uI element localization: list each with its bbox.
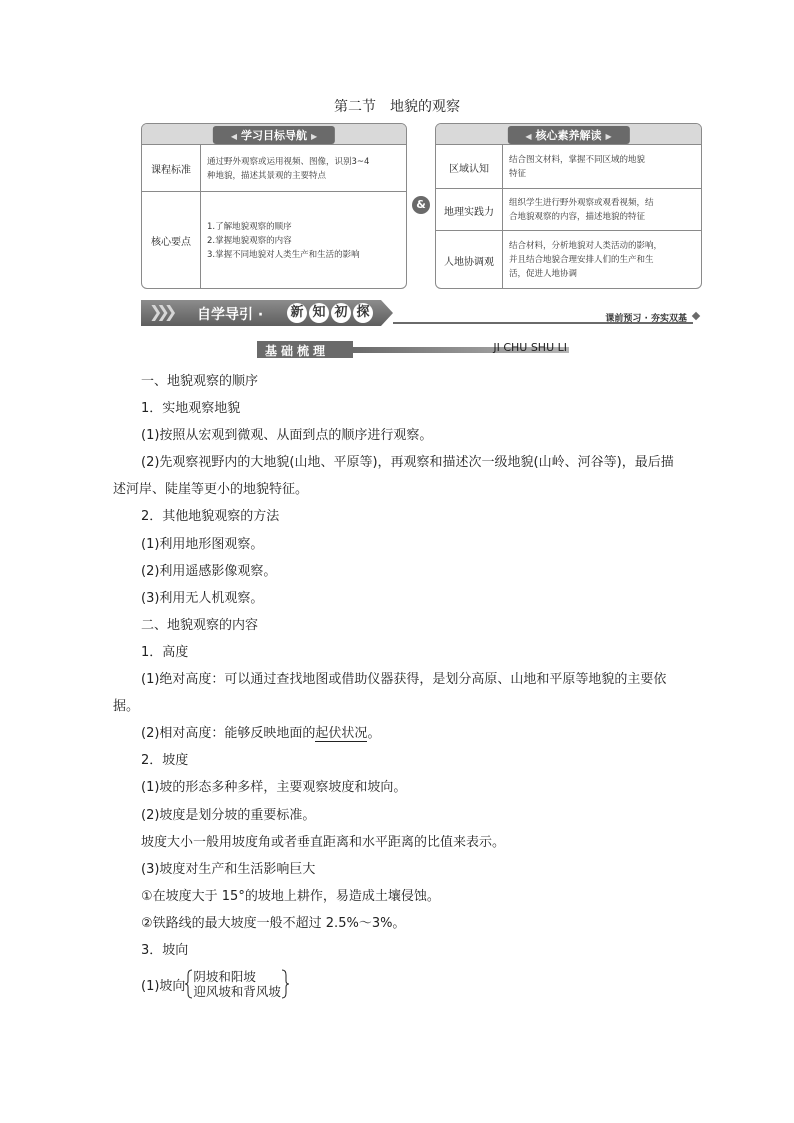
paragraph: (1)坡的形态多种多样，主要观察坡度和坡向。 xyxy=(141,780,407,796)
paragraph: (2)坡度是划分坡的重要标准。 xyxy=(141,807,316,823)
literacy-row-harmony xyxy=(436,230,701,289)
paragraph: (1)绝对高度：可以通过查找地图或借助仪器获得，是划分高原、山地和平原等地貌的主要依据。 xyxy=(113,672,667,715)
row-text-line: 2.掌握地貌观察的内容 xyxy=(207,235,292,246)
paragraph: (2)先观察视野内的大地貌(山地、平原等)，再观察和描述次一级地貌(山岭、河谷等)，最后描述河岸、陡崖等更小的地貌特征。 xyxy=(113,455,674,498)
sub-banner-pinyin: JI CHU SHU LI xyxy=(493,341,567,354)
left-triangle-icon: ◀ xyxy=(525,132,532,141)
right-triangle-icon: ▶ xyxy=(311,132,318,141)
slope-aspect-brace xyxy=(141,964,683,1004)
learning-goals-title: 学习目标导航 xyxy=(241,129,307,142)
section-banner xyxy=(141,300,701,326)
core-literacy-title: 核心素养解读 xyxy=(535,129,602,142)
right-triangle-icon: ▶ xyxy=(605,132,612,141)
paragraph: ①在坡度大于 15°的坡地上耕作，易造成土壤侵蚀。 xyxy=(141,888,440,904)
left-triangle-icon: ◀ xyxy=(230,132,237,141)
goals-row-keypoints xyxy=(142,191,406,289)
banner-char: 探 xyxy=(353,303,373,323)
literacy-row-practice xyxy=(436,188,701,231)
subheading: 2．其他地貌观察的方法 xyxy=(141,509,280,525)
row-label: 地理实践力 xyxy=(436,189,503,231)
core-literacy-header xyxy=(436,124,701,145)
row-text-line: 通过野外观察或运用视频、图像，识别3~4 xyxy=(207,156,370,167)
literacy-row-region xyxy=(436,144,701,189)
paragraph: (2)利用遥感影像观察。 xyxy=(141,563,277,579)
banner-char: 新 xyxy=(287,303,307,323)
row-label: 课程标准 xyxy=(142,145,201,192)
ampersand-icon: & xyxy=(412,196,430,214)
banner-title: 自学导引 · xyxy=(197,307,264,323)
underlined-answer: 起伏状况 xyxy=(315,726,368,742)
banner-char: 初 xyxy=(331,303,351,323)
row-text-line: 活，促进人地协调 xyxy=(509,269,578,279)
paragraph: (3)坡度对生产和生活影响巨大 xyxy=(141,861,316,877)
sub-banner-title: 基础梳理 xyxy=(265,344,330,358)
sub-banner xyxy=(257,341,569,358)
banner-subtitle: 课前预习 · 夯实双基 xyxy=(605,314,687,324)
heading-order: 一、地貌观察的顺序 xyxy=(141,374,259,389)
row-text-line: 特征 xyxy=(509,169,527,179)
paragraph: ②铁路线的最大坡度一般不超过 2.5%～3%。 xyxy=(141,915,406,931)
right-brace-icon xyxy=(281,969,289,999)
subheading: 2．坡度 xyxy=(141,753,189,769)
row-label: 区域认知 xyxy=(436,145,503,189)
row-text-line: 结合材料，分析地貌对人类活动的影响， xyxy=(509,241,663,251)
goals-row-curriculum xyxy=(142,144,406,192)
banner-char: 知 xyxy=(309,303,329,323)
brace-item: 阴坡和阳坡 xyxy=(193,969,256,985)
paragraph: (1)利用地形图观察。 xyxy=(141,536,264,552)
row-text-line: 种地貌，描述其景观的主要特点 xyxy=(207,170,327,181)
paragraph: (2)相对高度：能够反映地面的起伏状况。 xyxy=(141,726,381,742)
paragraph: (3)利用无人机观察。 xyxy=(141,590,264,606)
brace-label: (1)坡向 xyxy=(141,978,186,994)
double-chevron-icon: ❯❯❯ xyxy=(149,302,172,321)
banner-char-circles xyxy=(287,303,373,323)
learning-goals-box xyxy=(141,123,407,289)
left-brace-icon xyxy=(185,969,193,999)
row-text-line: 并且结合地貌合理安排人们的生产和生 xyxy=(509,255,654,265)
page-title: 第二节 地貌的观察 xyxy=(334,99,460,115)
row-text-line: 1.了解地貌观察的顺序 xyxy=(207,221,292,232)
body-content xyxy=(113,368,683,1004)
row-text-line: 合地貌观察的内容，描述地貌的特征 xyxy=(509,212,646,222)
subheading: 3．坡向 xyxy=(141,942,189,958)
core-literacy-box xyxy=(435,123,702,289)
diamond-icon xyxy=(692,312,700,320)
brace-item: 迎风坡和背风坡 xyxy=(193,984,281,1000)
heading-content: 二、地貌观察的内容 xyxy=(141,617,259,633)
row-text-line: 3.掌握不同地貌对人类生产和生活的影响 xyxy=(207,249,360,260)
row-text-line: 组织学生进行野外观察或观看视频，结 xyxy=(509,198,654,208)
row-label: 核心要点 xyxy=(142,192,201,289)
learning-goals-header xyxy=(142,124,406,145)
subheading: 1．实地观察地貌 xyxy=(141,401,241,417)
row-label: 人地协调观 xyxy=(436,231,503,289)
row-text-line: 结合图文材料，掌握不同区域的地貌 xyxy=(509,155,646,165)
subheading: 1．高度 xyxy=(141,644,189,660)
paragraph: 坡度大小一般用坡度角或者垂直距离和水平距离的比值来表示。 xyxy=(141,834,506,850)
paragraph: (1)按照从宏观到微观、从面到点的顺序进行观察。 xyxy=(141,428,433,444)
